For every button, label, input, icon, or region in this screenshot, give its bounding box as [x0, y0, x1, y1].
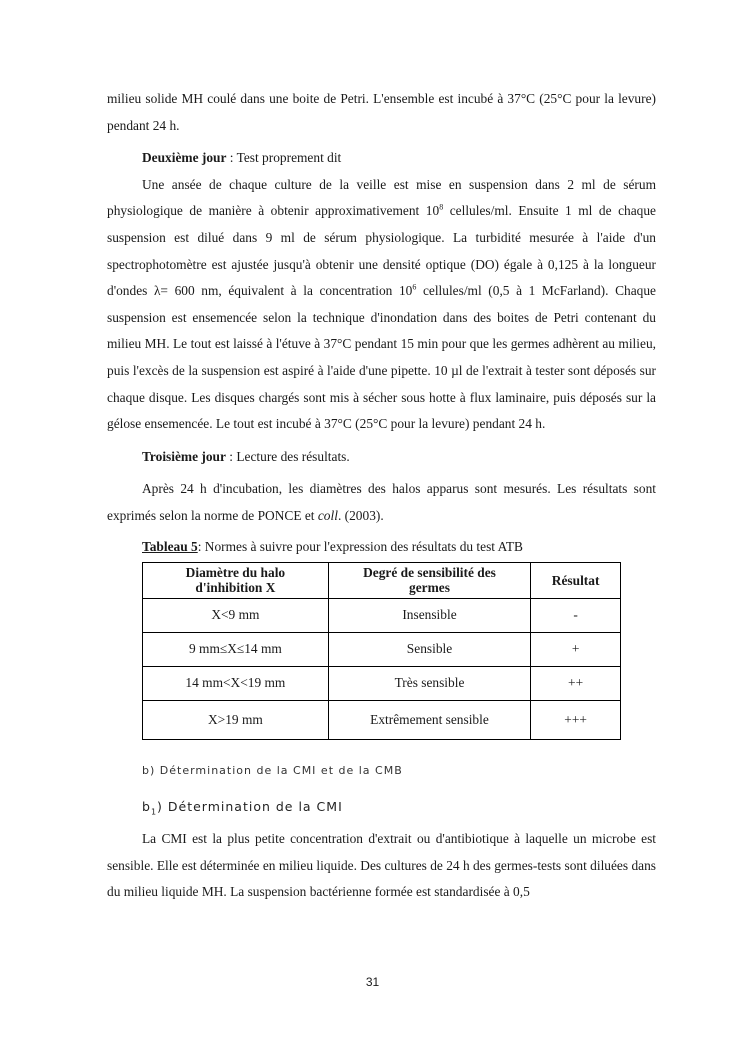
day3-text-b: . (2003). [337, 507, 384, 523]
results-table [142, 562, 621, 740]
table-caption-text: : Normes à suivre pour l'expression des résultats du test ATB [197, 538, 523, 554]
cell-result: - [531, 598, 621, 632]
day2-text-b: cellules/ml. Ensuite 1 ml de chaque suspension est dilué dans 9 ml de sérum physiologique. La turbidité mesurée à l'aide d'un spectrophotomètre est ajustée jusqu'à obtenir une densité optique (DO) égale à 0,125 à la longueur d'ondes λ= 600 nm, équivalent à la concentration 10 [107, 203, 656, 299]
cell-sensitivity: Extrêmement sensible [328, 700, 530, 739]
cell-result: +++ [531, 700, 621, 739]
day3-title: : Lecture des résultats. [225, 448, 350, 464]
cell-diameter: X>19 mm [143, 700, 329, 739]
cell-sensitivity: Insensible [328, 598, 530, 632]
exponent-8: 8 [439, 202, 444, 212]
day2-paragraph [107, 172, 656, 438]
header-diameter: Diamètre du halo d'inhibition X [143, 562, 329, 598]
header-sensitivity: Degré de sensibilité des germes [328, 562, 530, 598]
section-b1-heading [142, 799, 656, 817]
cell-result: + [531, 632, 621, 666]
table-caption [142, 536, 656, 558]
day2-text-c: cellules/ml (0,5 à 1 McFarland). Chaque suspension est ensemencée selon la technique d'inondation dans des boites de Petri contenant du milieu MH. Le tout est laissé à l'étuve à 37°C pendant 15 min pour que les germes adhèrent au milieu, puis l'excès de la suspension est aspiré à l'aide d'une pipette. 10 µl de l'extrait à tester sont déposés sur chaque disque. Les disques chargés sont mis à sécher sous hotte à flux laminaire, puis déposés sur la gélose ensemencée. Le tout est incubé à 37°C (25°C pour la levure) pendant 24 h. [107, 283, 656, 432]
cell-sensitivity: Sensible [328, 632, 530, 666]
day3-heading [107, 444, 656, 471]
table-caption-label: Tableau 5 [142, 538, 198, 554]
day3-text-a: Après 24 h d'incubation, les diamètres des halos apparus sont mesurés. Les résultats sont exprimés selon la norme de PONCE et [107, 481, 656, 523]
table-row [143, 632, 621, 666]
table-row [143, 666, 621, 700]
cell-result: ++ [531, 666, 621, 700]
day2-label: Deuxième jour [142, 150, 227, 166]
page-number: 31 [365, 975, 380, 989]
day2-text-a: Une ansée de chaque culture de la veille est mise en suspension dans 2 ml de sérum physiologique de manière à obtenir approximativement 10 [107, 176, 656, 219]
table-row [143, 700, 621, 739]
section-b-heading: b) Détermination de la CMI et de la CMB [142, 763, 403, 777]
header-result: Résultat [531, 562, 621, 598]
exponent-6: 6 [412, 282, 417, 292]
section-b1-subscript: 1 [150, 807, 158, 816]
section-b1-prefix: b [142, 798, 151, 814]
cell-diameter: 14 mm<X<19 mm [143, 666, 329, 700]
table-header-row [143, 562, 621, 598]
page-content [107, 86, 656, 906]
cell-sensitivity: Très sensible [328, 666, 530, 700]
table-row [143, 598, 621, 632]
day3-label: Troisième jour [142, 448, 226, 464]
cell-diameter: X<9 mm [143, 598, 329, 632]
day2-heading [107, 145, 656, 172]
coll-italic: coll [317, 507, 338, 523]
cmi-paragraph: La CMI est la plus petite concentration d'extrait ou d'antibiotique à laquelle un microbe est sensible. Elle est déterminée en milieu liquide. Des cultures de 24 h des germes-tests sont diluées dans du milieu liquide MH. La suspension bactérienne formée est standardisée à 0,5 [107, 831, 656, 900]
intro-paragraph: milieu solide MH coulé dans une boite de Petri. L'ensemble est incubé à 37°C (25°C pour la levure) pendant 24 h. [107, 91, 656, 133]
section-b1-text: ) Détermination de la CMI [157, 798, 343, 814]
day3-paragraph [107, 476, 656, 529]
day2-title: : Test proprement dit [226, 150, 342, 166]
cell-diameter: 9 mm≤X≤14 mm [143, 632, 329, 666]
